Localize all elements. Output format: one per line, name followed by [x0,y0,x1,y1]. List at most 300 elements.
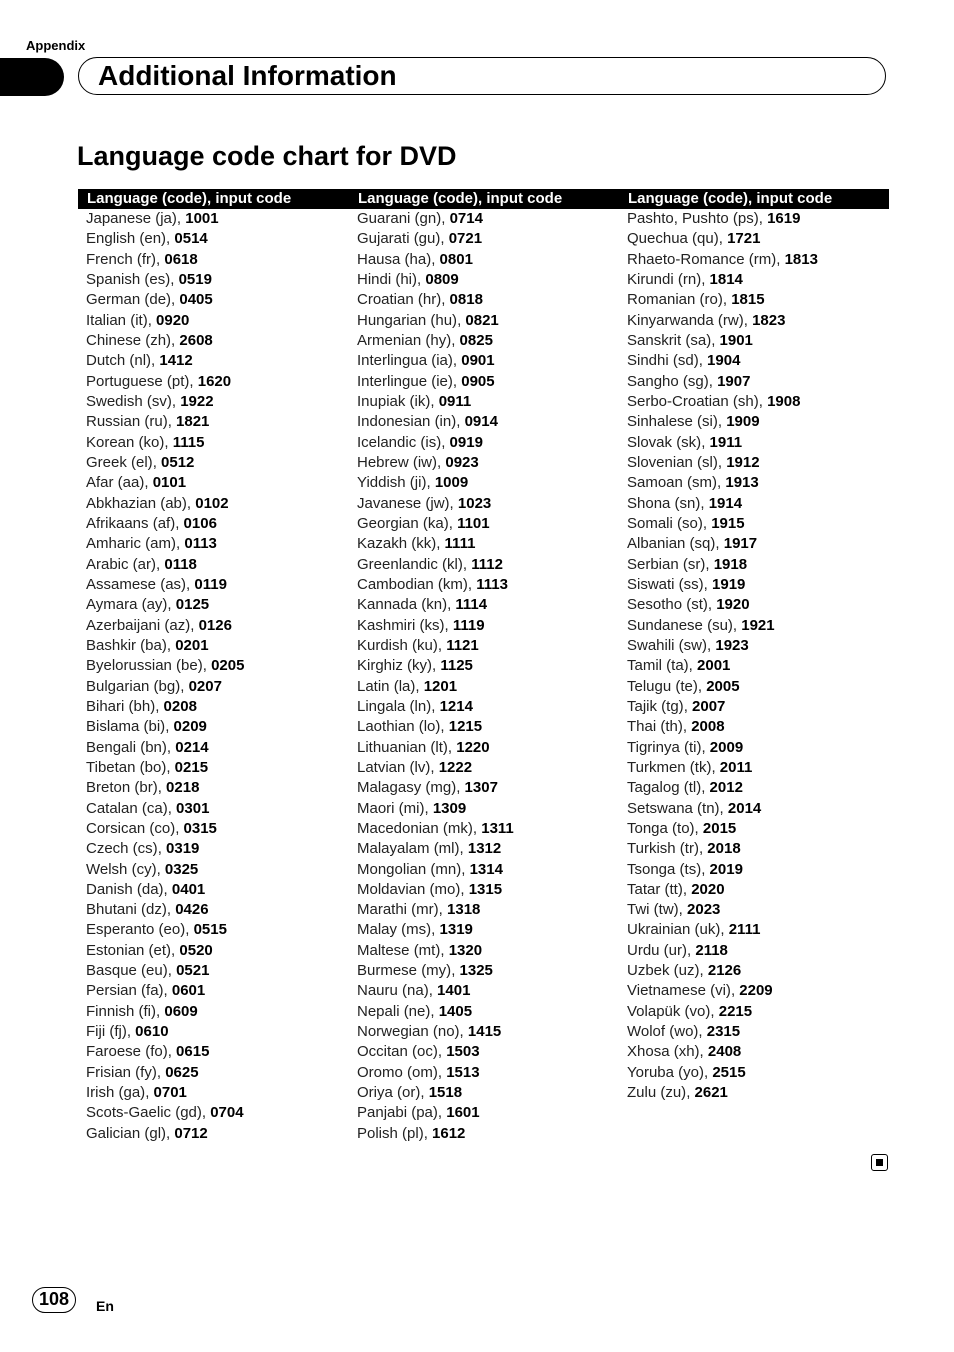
list-item: Tibetan (bo), 0215 [86,758,209,776]
language-name: Twi (tw) [627,901,679,919]
input-code: 2215 [718,1002,753,1020]
list-item: Georgian (ka), 1101 [357,514,490,532]
language-name: Danish (da) [86,880,164,898]
language-name: Slovenian (sl) [627,453,718,471]
language-name: Bislama (bi) [86,718,166,736]
language-name: Sesotho (st) [627,596,708,614]
list-item: German (de), 0405 [86,291,213,309]
list-item: Portuguese (pt), 1620 [86,372,232,390]
list-item: Maori (mi), 1309 [357,799,467,817]
input-code: 2515 [712,1063,746,1081]
input-code: 1101 [457,514,490,532]
list-item: Vietnamese (vi), 2209 [627,982,773,1000]
input-code: 0514 [174,230,208,248]
language-name: Turkish (tr) [627,840,699,858]
language-name: Aymara (ay) [86,596,168,614]
list-item: Gujarati (gu), 0721 [357,230,483,248]
language-name: Bihari (bh) [86,697,156,715]
list-item: Siswati (ss), 1919 [627,575,746,593]
language-name: Interlingue (ie) [357,372,453,390]
language-name: Yiddish (ji) [357,474,427,492]
input-code: 0618 [164,250,198,268]
list-item: Croatian (hr), 0818 [357,291,483,309]
input-code: 1311 [481,819,514,837]
input-code: 1309 [432,799,467,817]
input-code: 2011 [719,758,753,776]
list-item: Bengali (bn), 0214 [86,738,209,756]
input-code: 1320 [448,941,483,959]
language-name: Japanese (ja) [86,210,177,227]
list-item: Breton (br), 0218 [86,779,200,797]
input-code: 0426 [175,901,209,919]
input-code: 0102 [195,494,229,512]
language-name: Mongolian (mn) [357,860,462,878]
language-name: Thai (th) [627,718,683,736]
list-item: Tatar (tt), 2020 [627,880,725,898]
list-item: Mongolian (mn), 1314 [357,860,503,878]
input-code: 2315 [706,1023,741,1041]
language-name: Kannada (kn) [357,596,448,614]
language-name: Marathi (mr) [357,901,439,919]
input-code: 1815 [731,291,765,309]
input-code: 1215 [448,718,483,736]
language-name: Swahili (sw) [627,636,708,654]
list-item: Scots-Gaelic (gd), 0704 [86,1104,244,1122]
list-item: Norwegian (no), 1415 [357,1023,502,1041]
input-code: 2007 [692,697,726,715]
column-header-2: Language (code), input code [358,190,563,207]
list-item: Basque (eu), 0521 [86,962,210,980]
language-name: Lingala (ln) [357,697,432,715]
input-code: 1319 [439,921,473,939]
section-tab-marker [0,58,64,96]
language-name: Assamese (as) [86,575,187,593]
language-name: Norwegian (no) [357,1023,460,1041]
language-name: Bhutani (dz) [86,901,167,919]
language-name: Abkhazian (ab) [86,494,187,512]
language-name: Sinhalese (si) [627,413,718,431]
list-item: Marathi (mr), 1318 [357,901,481,919]
list-item: Estonian (et), 0520 [86,941,213,959]
list-item: Burmese (my), 1325 [357,962,493,980]
list-item: Galician (gl), 0712 [86,1124,208,1142]
input-code: 0721 [448,230,483,248]
input-code: 1314 [469,860,503,878]
input-code: 0923 [445,453,479,471]
language-name: Byelorussian (be) [86,657,203,675]
input-code: 2001 [697,657,731,675]
language-name: Dutch (nl) [86,352,152,370]
language-name: Frisian (fy) [86,1063,157,1081]
input-code: 2005 [706,677,740,695]
language-column-1 [86,209,351,1144]
appendix-label: Appendix [26,38,86,53]
input-code: 1911 [709,433,743,451]
language-name: Kinyarwanda (rw) [627,311,744,329]
language-name: Latvian (lv) [357,758,431,776]
language-name: French (fr) [86,250,157,268]
language-name: German (de) [86,291,172,309]
language-name: Sanskrit (sa) [627,331,712,349]
input-code: 2012 [709,779,743,797]
input-code: 2009 [709,738,744,756]
list-item: Kazakh (kk), 1111 [357,535,476,553]
language-name: Estonian (et) [86,941,172,959]
input-code: 1513 [446,1063,480,1081]
list-item: Armenian (hy), 0825 [357,331,493,349]
list-item: Japanese (ja), 1001 [86,210,219,227]
list-item: Tamil (ta), 2001 [627,657,731,675]
list-item: Finnish (fi), 0609 [86,1002,198,1020]
input-code: 1315 [468,880,503,898]
language-name: Bashkir (ba) [86,636,167,654]
list-item: Sinhalese (si), 1909 [627,413,760,431]
language-name: Polish (pl) [357,1124,424,1142]
list-item: Malagasy (mg), 1307 [357,779,498,797]
list-item: Nauru (na), 1401 [357,982,471,1000]
language-name: Maltese (mt) [357,941,441,959]
language-name: Portuguese (pt) [86,372,190,390]
language-name: Indonesian (in) [357,413,457,431]
input-code: 1121 [446,636,479,654]
list-item: Panjabi (pa), 1601 [357,1104,480,1122]
language-name: Afar (aa) [86,474,145,492]
input-code: 1125 [440,657,473,675]
list-item: Pashto, Pushto (ps), 1619 [627,210,801,227]
language-name: Lithuanian (lt) [357,738,448,756]
language-name: Catalan (ca) [86,799,168,817]
language-name: Panjabi (pa) [357,1104,438,1122]
input-code: 0625 [165,1063,199,1081]
list-item: Nepali (ne), 1405 [357,1002,473,1020]
list-item: Arabic (ar), 0118 [86,555,197,573]
list-item: Thai (th), 2008 [627,718,725,736]
list-item: Tagalog (tl), 2012 [627,779,743,797]
section-title: Additional Information [98,60,397,91]
list-item: Korean (ko), 1115 [86,433,205,451]
input-code: 1113 [476,575,508,593]
list-item: Wolof (wo), 2315 [627,1023,741,1041]
input-code: 0704 [210,1104,244,1122]
list-item: Afrikaans (af), 0106 [86,514,217,532]
input-code: 0521 [176,962,210,980]
input-code: 1312 [467,840,502,858]
list-item: Tigrinya (ti), 2009 [627,738,744,756]
list-item: Amharic (am), 0113 [86,535,217,553]
input-code: 1923 [715,636,749,654]
input-code: 0901 [461,352,495,370]
language-name: Nepali (ne) [357,1002,431,1020]
list-item: Ukrainian (uk), 2111 [627,921,761,939]
list-item: Hungarian (hu), 0821 [357,311,499,329]
input-code: 2020 [691,880,725,898]
input-code: 0825 [459,331,493,349]
language-name: Tigrinya (ti) [627,738,702,756]
input-code: 0920 [156,311,190,329]
list-item: French (fr), 0618 [86,250,198,268]
input-code: 0712 [174,1124,208,1142]
input-code: 0315 [183,819,217,837]
language-name: Swedish (sv) [86,392,172,410]
list-item: Yiddish (ji), 1009 [357,474,469,492]
language-column-3 [627,209,892,1103]
language-name: Hebrew (iw) [357,453,438,471]
list-item: Serbo-Croatian (sh), 1908 [627,392,801,410]
language-name: Faroese (fo) [86,1043,168,1061]
list-item: Interlingue (ie), 0905 [357,372,495,390]
input-code: 0209 [173,718,207,736]
list-item: Javanese (jw), 1023 [357,494,492,512]
language-name: Guarani (gn) [357,210,442,227]
list-item: Slovenian (sl), 1912 [627,453,760,471]
language-name: Oriya (or) [357,1084,421,1102]
page-language: En [96,1298,114,1314]
input-code: 2608 [179,331,213,349]
input-code: 1318 [447,901,481,919]
language-name: Sundanese (su) [627,616,733,634]
list-item: Romanian (ro), 1815 [627,291,765,309]
input-code: 1119 [452,616,485,634]
input-code: 0821 [465,311,499,329]
list-item: Kirghiz (ky), 1125 [357,657,473,675]
input-code: 1901 [719,331,753,349]
list-item: Assamese (as), 0119 [86,575,227,593]
language-name: Nauru (na) [357,982,429,1000]
list-item: Bulgarian (bg), 0207 [86,677,222,695]
language-name: Interlingua (ia) [357,352,453,370]
input-code: 1114 [455,596,488,614]
input-code: 1914 [708,494,743,512]
language-name: Finnish (fi) [86,1002,157,1020]
list-item: Afar (aa), 0101 [86,474,187,492]
language-name: Spanish (es) [86,270,171,288]
list-item: Sangho (sg), 1907 [627,372,751,390]
language-name: Welsh (cy) [86,860,157,878]
input-code: 1503 [446,1043,480,1061]
language-name: Armenian (hy) [357,331,452,349]
list-item: Sanskrit (sa), 1901 [627,331,753,349]
list-item: Abkhazian (ab), 0102 [86,494,229,512]
list-item: Indonesian (in), 0914 [357,413,498,431]
language-name: Azerbaijani (az) [86,616,191,634]
input-code: 0809 [425,270,459,288]
list-item: Zulu (zu), 2621 [627,1084,728,1102]
list-item: Hausa (ha), 0801 [357,250,473,268]
input-code: 0319 [166,840,200,858]
language-name: Cambodian (km) [357,575,468,593]
input-code: 1813 [784,250,818,268]
input-code: 0911 [438,392,472,410]
list-item: Frisian (fy), 0625 [86,1063,199,1081]
input-code: 0701 [153,1084,187,1102]
input-code: 0205 [211,657,245,675]
language-name: Romanian (ro) [627,291,723,309]
list-item: Maltese (mt), 1320 [357,941,483,959]
input-code: 1919 [712,575,746,593]
list-item: Albanian (sq), 1917 [627,535,758,553]
list-item: Tonga (to), 2015 [627,819,737,837]
input-code: 0101 [152,474,187,492]
input-code: 1111 [444,535,476,553]
input-code: 0214 [175,738,209,756]
input-code: 1115 [172,433,205,451]
list-item: Polish (pl), 1612 [357,1124,466,1142]
language-name: Setswana (tn) [627,799,720,817]
input-code: 0919 [449,433,483,451]
language-name: Kazakh (kk) [357,535,437,553]
input-code: 1009 [434,474,469,492]
input-code: 2118 [695,941,728,959]
list-item: Kurdish (ku), 1121 [357,636,479,654]
language-name: Kashmiri (ks) [357,616,445,634]
input-code: 2019 [709,860,743,878]
input-code: 1222 [438,758,473,776]
input-code: 0520 [179,941,213,959]
language-name: Rhaeto-Romance (rm) [627,250,777,268]
list-item: Guarani (gn), 0714 [357,210,483,227]
language-name: Serbo-Croatian (sh) [627,392,759,410]
end-of-section-icon [871,1154,888,1171]
list-item: Turkish (tr), 2018 [627,840,741,858]
input-code: 0515 [193,921,227,939]
language-name: Uzbek (uz) [627,962,700,980]
list-item: Greenlandic (kl), 1112 [357,555,503,573]
language-name: Urdu (ur) [627,941,688,959]
column-header-1: Language (code), input code [87,190,292,207]
list-item: Rhaeto-Romance (rm), 1813 [627,250,818,268]
language-name: Kurdish (ku) [357,636,438,654]
input-code: 1912 [726,453,760,471]
input-code: 0512 [161,453,195,471]
language-name: Latin (la) [357,677,416,695]
language-column-2 [357,209,622,1144]
language-name: Irish (ga) [86,1084,146,1102]
list-item: Kinyarwanda (rw), 1823 [627,311,786,329]
language-name: Fiji (fj) [86,1023,127,1041]
page-title: Language code chart for DVD [77,141,457,171]
list-item: Macedonian (mk), 1311 [357,819,514,837]
language-name: Occitan (oc) [357,1043,438,1061]
input-code: 1001 [185,210,219,227]
language-name: Galician (gl) [86,1124,167,1142]
list-item: Moldavian (mo), 1315 [357,880,503,898]
list-item: Interlingua (ia), 0901 [357,352,495,370]
page-number: 108 [32,1287,76,1313]
input-code: 2209 [739,982,773,1000]
input-code: 1907 [717,372,751,390]
list-item: Samoan (sm), 1913 [627,474,759,492]
list-item: Italian (it), 0920 [86,311,190,329]
list-item: Hebrew (iw), 0923 [357,453,479,471]
language-name: Telugu (te) [627,677,698,695]
language-name: Hindi (hi) [357,270,418,288]
list-item: Twi (tw), 2023 [627,901,721,919]
language-name: Somali (so) [627,514,703,532]
input-code: 0519 [178,270,212,288]
list-item: Malay (ms), 1319 [357,921,473,939]
language-name: Tsonga (ts) [627,860,702,878]
input-code: 1601 [446,1104,480,1122]
language-name: Persian (fa) [86,982,164,1000]
input-code: 0125 [175,596,210,614]
input-code: 1214 [439,697,473,715]
list-item: Czech (cs), 0319 [86,840,200,858]
input-code: 2111 [728,921,761,939]
list-item: Uzbek (uz), 2126 [627,962,742,980]
list-item: Danish (da), 0401 [86,880,206,898]
language-name: Chinese (zh) [86,331,172,349]
language-name: Icelandic (is) [357,433,442,451]
list-item: Catalan (ca), 0301 [86,799,210,817]
input-code: 0119 [194,575,227,593]
input-code: 1821 [176,413,210,431]
language-name: Greek (el) [86,453,153,471]
list-item: Shona (sn), 1914 [627,494,743,512]
input-code: 0301 [176,799,210,817]
language-name: Amharic (am) [86,535,177,553]
input-code: 1415 [467,1023,502,1041]
language-name: Javanese (jw) [357,494,450,512]
list-item: Persian (fa), 0601 [86,982,206,1000]
list-item: Welsh (cy), 0325 [86,860,199,878]
list-item: Spanish (es), 0519 [86,270,212,288]
language-name: Shona (sn) [627,494,701,512]
language-name: Breton (br) [86,779,158,797]
input-code: 1620 [197,372,232,390]
list-item: Kashmiri (ks), 1119 [357,616,485,634]
language-name: Tagalog (tl) [627,779,702,797]
input-code: 0914 [464,413,498,431]
input-code: 1220 [456,738,490,756]
language-name: Oromo (om) [357,1063,438,1081]
list-item: Chinese (zh), 2608 [86,331,213,349]
input-code: 1904 [707,352,741,370]
list-item: Russian (ru), 1821 [86,413,210,431]
language-name: Macedonian (mk) [357,819,473,837]
language-name: Malay (ms) [357,921,432,939]
list-item: Kirundi (rn), 1814 [627,270,743,288]
language-name: Georgian (ka) [357,514,449,532]
list-item: Swahili (sw), 1923 [627,636,749,654]
list-item: Kannada (kn), 1114 [357,596,488,614]
language-name: Tatar (tt) [627,880,683,898]
input-code: 1921 [741,616,775,634]
list-item: Tsonga (ts), 2019 [627,860,743,878]
language-name: Italian (it) [86,311,148,329]
language-name: Inupiak (ik) [357,392,431,410]
language-name: Samoan (sm) [627,474,718,492]
input-code: 0615 [176,1043,210,1061]
language-name: Bengali (bn) [86,738,167,756]
list-item: Serbian (sr), 1918 [627,555,748,573]
input-code: 1023 [457,494,492,512]
list-item: Urdu (ur), 2118 [627,941,728,959]
input-code: 1915 [711,514,745,532]
input-code: 0218 [166,779,200,797]
list-item: Hindi (hi), 0809 [357,270,459,288]
language-name: Corsican (co) [86,819,176,837]
language-name: Zulu (zu) [627,1084,687,1102]
language-name: Maori (mi) [357,799,425,817]
list-item: Latvian (lv), 1222 [357,758,473,776]
list-item: Lithuanian (lt), 1220 [357,738,490,756]
language-name: Hungarian (hu) [357,311,458,329]
list-item: Bihari (bh), 0208 [86,697,197,715]
language-name: Kirundi (rn) [627,270,702,288]
language-name: Scots-Gaelic (gd) [86,1104,202,1122]
language-name: Vietnamese (vi) [627,982,731,1000]
language-name: Tamil (ta) [627,657,689,675]
